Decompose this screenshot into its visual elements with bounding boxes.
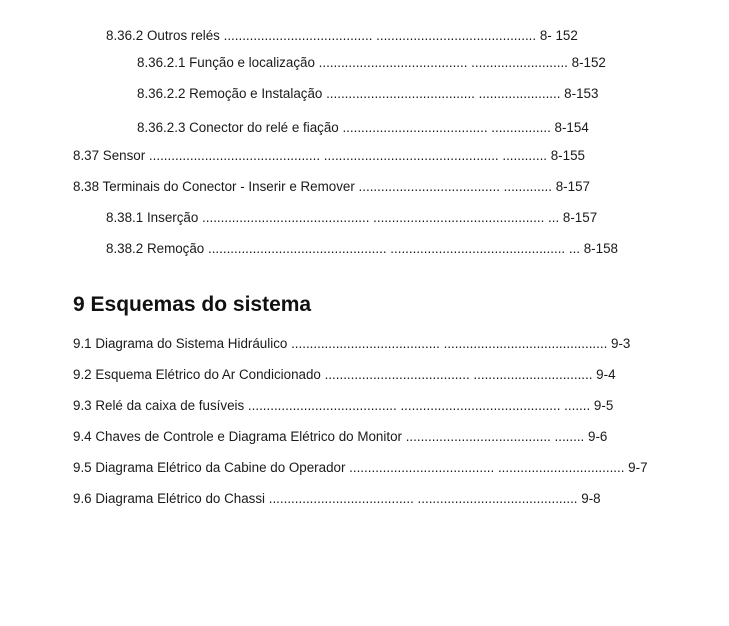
- toc-entry-9-2: 9.2 Esquema Elétrico do Ar Condicionado ....................................... ................................ 9-4: [73, 367, 616, 382]
- toc-entry-8-38: 8.38 Terminais do Conector - Inserir e Remover ...................................... ............. 8-157: [73, 179, 590, 194]
- toc-entry-8-38-2: 8.38.2 Remoção ................................................ ............................................... ... 8-158: [106, 241, 618, 256]
- toc-entry-8-36-2-3: 8.36.2.3 Conector do relé e fiação ....................................... ................ 8-154: [137, 120, 589, 135]
- toc-entry-8-36-2: 8.36.2 Outros relés ........................................ ........................................... 8- 152: [106, 28, 578, 43]
- toc-entry-8-37: 8.37 Sensor .............................................. ............................................... ............ 8-155: [73, 148, 585, 163]
- toc-entry-9-6: 9.6 Diagrama Elétrico do Chassi ....................................... ........................................... 9-8: [73, 491, 601, 506]
- toc-entry-9-5: 9.5 Diagrama Elétrico da Cabine do Operador ....................................... .................................. 9-7: [73, 460, 648, 475]
- toc-entry-8-36-2-1: 8.36.2.1 Função e localização ........................................ .......................... 8-152: [137, 55, 606, 70]
- toc-entry-9-1: 9.1 Diagrama do Sistema Hidráulico ........................................ ............................................ 9-3: [73, 336, 631, 351]
- toc-entry-9-4: 9.4 Chaves de Controle e Diagrama Elétrico do Monitor ....................................... ........ 9-6: [73, 429, 608, 444]
- toc-entry-8-38-1: 8.38.1 Inserção ............................................. .............................................. ... 8-157: [106, 210, 598, 225]
- section-heading-9: 9 Esquemas do sistema: [73, 293, 312, 316]
- toc-entry-8-36-2-2: 8.36.2.2 Remoção e Instalação ........................................ ...................... 8-153: [137, 86, 599, 101]
- toc-entry-9-3: 9.3 Relé da caixa de fusíveis ........................................ ........................................... ....... 9-5: [73, 398, 614, 413]
